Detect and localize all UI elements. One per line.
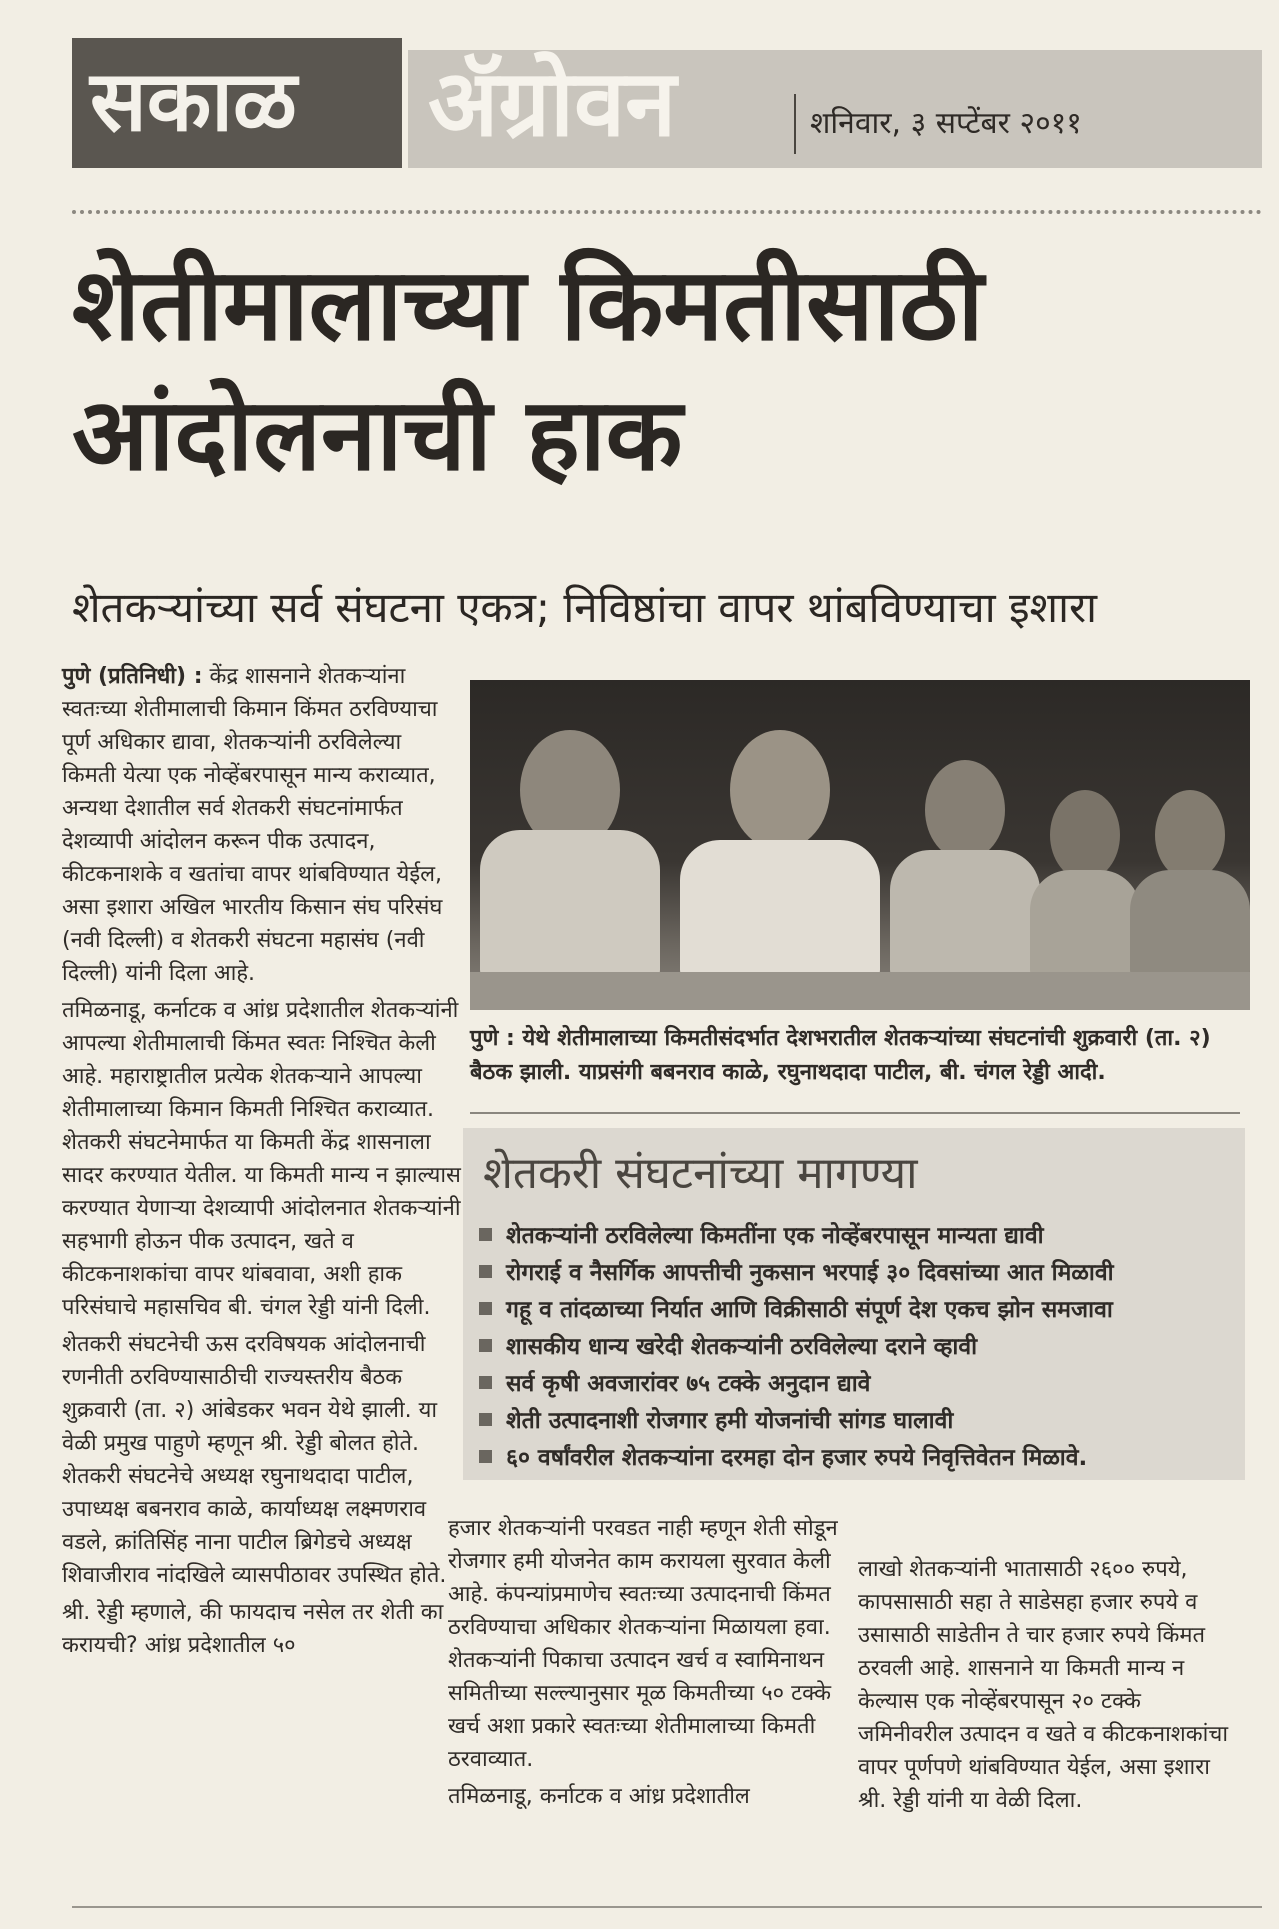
table-edge — [470, 972, 1250, 1010]
article-column-2 — [448, 1512, 838, 1817]
person-figure — [480, 720, 660, 980]
bottom-rule — [72, 1906, 1262, 1908]
article-column-1 — [62, 660, 462, 1666]
masthead-supplement-block — [408, 50, 1262, 168]
person-figure — [680, 730, 880, 980]
person-figure — [1130, 790, 1250, 980]
square-bullet-icon — [479, 1302, 492, 1315]
article-paragraph: शेतकरी संघटनेची ऊस दरविषयक आंदोलनाची रणनीती ठरविण्यासाठीची राज्यस्तरीय बैठक शुक्रवारी (ता. २) आंबेडकर भवन येथे झाली. या वेळी प्रमुख पाहुणे म्हणून श्री. रेड्डी बोलत होते. शेतकरी संघटनेचे अध्यक्ष रघुनाथदादा पाटील, उपाध्यक्ष बबनराव काळे, कार्याध्यक्ष लक्ष्मणराव वडले, क्रांतिसिंह नाना पाटील ब्रिगेडचे अध्यक्ष शिवाजीराव नांदखिले व्यासपीठावर उपस्थित होते. — [62, 1332, 447, 1588]
demand-text: गहू व तांदळाच्या निर्यात आणि विक्रीसाठी संपूर्ण देश एकच झोन समजावा — [506, 1297, 1113, 1323]
demand-text: शासकीय धान्य खरेदी शेतकऱ्यांनी ठरविलेल्या दराने व्हावी — [506, 1334, 978, 1360]
article-paragraph: श्री. रेड्डी म्हणाले, की फायदाच नसेल तर शेती का करायची? आंध्र प्रदेशातील ५० — [62, 1600, 444, 1658]
demand-text: रोगराई व नैसर्गिक आपत्तीची नुकसान भरपाई ३० दिवसांच्या आत मिळावी — [506, 1260, 1114, 1286]
dateline: पुणे (प्रतिनिधी) : — [62, 664, 203, 689]
article-column-3 — [858, 1553, 1238, 1821]
demand-text: ६० वर्षांवरील शेतकऱ्यांना दरमहा दोन हजार रुपये निवृत्तिवेतन मिळावे. — [506, 1445, 1088, 1471]
list-item — [479, 1440, 1249, 1477]
headline — [72, 240, 1272, 500]
masthead-separator — [794, 94, 796, 154]
square-bullet-icon — [479, 1339, 492, 1352]
demand-text: शेती उत्पादनाशी रोजगार हमी योजनांची सांगड घालावी — [506, 1408, 954, 1434]
headline-line-2: आंदोलनाची हाक — [72, 376, 683, 493]
list-item — [479, 1255, 1249, 1292]
demand-text: शेतकऱ्यांनी ठरविलेल्या किमतींना एक नोव्हेंबरपासून मान्यता द्यावी — [506, 1223, 1044, 1249]
article-paragraph: तमिळनाडू, कर्नाटक व आंध्र प्रदेशातील — [448, 1784, 750, 1809]
subheadline: शेतकऱ्यांच्या सर्व संघटना एकत्र; निविष्ठांचा वापर थांबविण्याचा इशारा — [72, 583, 1098, 632]
list-item — [479, 1366, 1249, 1403]
photo-caption: पुणे : येथे शेतीमालाच्या किमतीसंदर्भात देशभरातील शेतकऱ्यांच्या संघटनांची शुक्रवारी (ता. २) बैठक झाली. याप्रसंगी बबनराव काळे, रघुनाथदादा पाटील, बी. चंगल रेड्डी आदी. — [470, 1026, 1211, 1085]
demands-box — [463, 1128, 1245, 1480]
supplement-name: ॲग्रोवन — [428, 50, 677, 157]
list-item — [479, 1218, 1249, 1255]
dotted-divider — [72, 210, 1262, 214]
article-paragraph — [62, 660, 462, 990]
paper-name: सकाळ — [90, 52, 297, 150]
square-bullet-icon — [479, 1450, 492, 1463]
square-bullet-icon — [479, 1265, 492, 1278]
article-paragraph: लाखो शेतकऱ्यांनी भातासाठी २६०० रुपये, कापसासाठी सहा ते साडेसहा हजार रुपये व उसासाठी साडेतीन ते चार हजार रुपये किंमत ठरवली आहे. शासनाने या किमती मान्य न केल्यास एक नोव्हेंबरपासून २० टक्के जमिनीवरील उत्पादन व खते व कीटकनाशकांचा वापर पूर्णपणे थांबविण्यात येईल, असा इशारा श्री. रेड्डी यांनी या वेळी दिला. — [858, 1557, 1229, 1813]
demands-title: शेतकरी संघटनांच्या मागण्या — [483, 1148, 918, 1199]
issue-date: शनिवार, ३ सप्टेंबर २०११ — [810, 106, 1082, 141]
article-paragraph: तमिळनाडू, कर्नाटक व आंध्र प्रदेशातील शेतकऱ्यांनी आपल्या शेतीमालाची किंमत स्वतः निश्चित केली आहे. महाराष्ट्रातील प्रत्येक शेतकऱ्याने आपल्या शेतीमालाच्या किमान किमती निश्चित कराव्यात. शेतकरी संघटनेमार्फत या किमती केंद्र शासनाला सादर करण्यात येतील. या किमती मान्य न झाल्यास करण्यात येणाऱ्या देशव्यापी आंदोलनात शेतकऱ्यांनी सहभागी होऊन पीक उत्पादन, खते व कीटकनाशकांचा वापर थांबवावा, अशी हाक परिसंघाचे महासचिव बी. चंगल रेड्डी यांनी दिली. — [62, 998, 461, 1320]
demands-list — [479, 1218, 1249, 1477]
person-figure — [1030, 790, 1140, 980]
demand-text: सर्व कृषी अवजारांवर ७५ टक्के अनुदान द्यावे — [506, 1371, 871, 1397]
masthead — [72, 38, 1262, 168]
caption-rule — [470, 1112, 1240, 1114]
list-item — [479, 1292, 1249, 1329]
list-item — [479, 1329, 1249, 1366]
paragraph-text: केंद्र शासनाने शेतकऱ्यांना स्वतःच्या शेतीमालाची किमान किंमत ठरविण्याचा पूर्ण अधिकार द्यावा, शेतकऱ्यांनी ठरविलेल्या किमती येत्या एक नोव्हेंबरपासून मान्य कराव्यात, अन्यथा देशातील सर्व शेतकरी संघटनांमार्फत देशव्यापी आंदोलन करून पीक उत्पादन, कीटकनाशके व खतांचा वापर थांबविण्यात येईल, असा इशारा अखिल भारतीय किसान संघ परिसंघ (नवी दिल्ली) व शेतकरी संघटना महासंघ (नवी दिल्ली) यांनी दिला आहे. — [62, 664, 443, 986]
person-figure — [890, 760, 1040, 980]
square-bullet-icon — [479, 1228, 492, 1241]
list-item — [479, 1403, 1249, 1440]
square-bullet-icon — [479, 1413, 492, 1426]
article-paragraph: हजार शेतकऱ्यांनी परवडत नाही म्हणून शेती सोडून रोजगार हमी योजनेत काम करायला सुरवात केली आहे. कंपन्यांप्रमाणेच स्वतःच्या उत्पादनाची किंमत ठरविण्याचा अधिकार शेतकऱ्यांना मिळायला हवा. शेतकऱ्यांनी पिकाचा उत्पादन खर्च व स्वामिनाथन समितीच्या सल्ल्यानुसार मूळ किमतीच्या ५० टक्के खर्च अशा प्रकारे स्वतःच्या शेतीमालाच्या किमती ठरवाव्यात. — [448, 1516, 838, 1772]
headline-line-1: शेतीमालाच्या किमतीसाठी — [72, 246, 984, 363]
square-bullet-icon — [479, 1376, 492, 1389]
meeting-photo — [470, 680, 1250, 1010]
masthead-paper-block — [72, 38, 402, 168]
